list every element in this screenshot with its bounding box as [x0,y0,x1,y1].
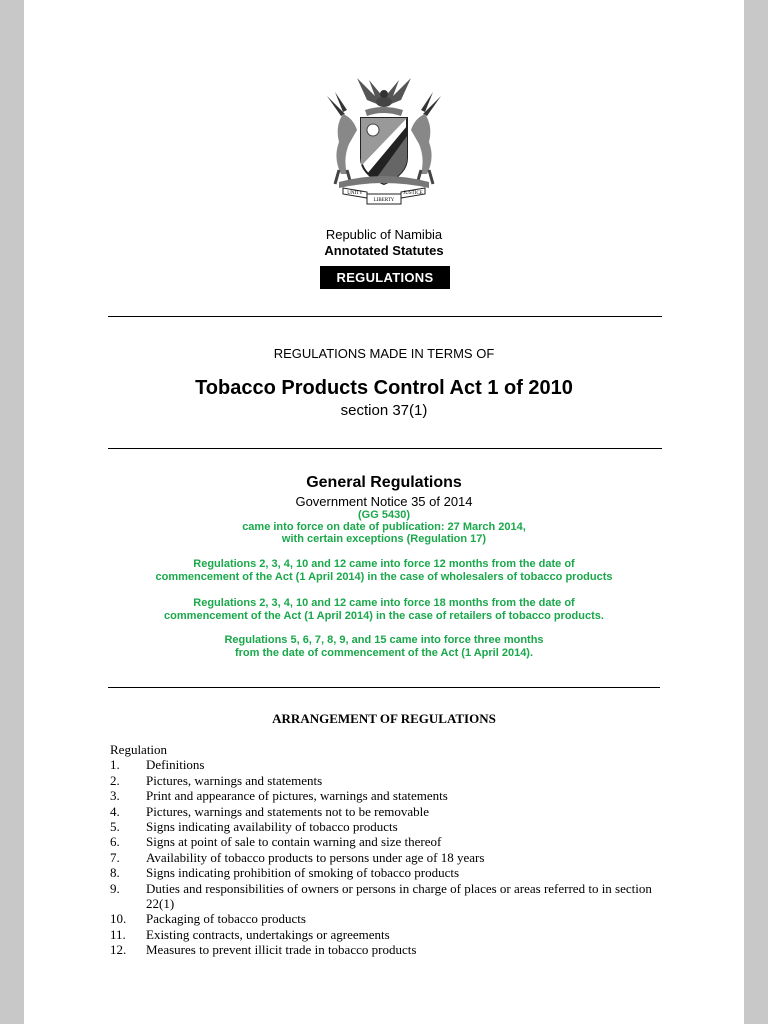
three-months-note: Regulations 5, 6, 7, 8, 9, and 15 came into force three months [224,634,544,646]
item-number: 4. [110,803,120,819]
general-regulations-title: General Regulations [306,474,462,491]
annotated-statutes-label: Annotated Statutes [324,243,444,258]
item-number: 1. [110,757,120,773]
item-number: 3. [110,788,120,804]
namibia-coat-of-arms-icon [317,70,451,210]
wholesalers-note: commencement of the Act (1 April 2014) in the case of wholesalers of tobacco products [155,571,613,583]
item-number: 2. [110,772,120,788]
list-item [110,819,670,834]
motto-unity: UNITY [347,191,363,196]
item-title: Duties and responsibilities of owners or persons in charge of places or areas referred to in section 22(1) [146,880,652,912]
item-title: Availability of tobacco products to persons under age of 18 years [146,849,485,865]
list-item [110,942,670,957]
item-number: 9. [110,880,120,896]
made-in-terms-label: REGULATIONS MADE IN TERMS OF [273,346,495,361]
list-item [110,773,670,788]
list-item [110,834,670,849]
wholesalers-note: Regulations 2, 3, 4, 10 and 12 came into force 12 months from the date of [193,558,575,570]
motto-justice: JUSTICE [403,191,423,196]
item-title: Measures to prevent illicit trade in tobacco products [146,942,417,958]
item-number: 12. [110,942,127,958]
gazette-reference: (GG 5430) [358,509,410,521]
list-item [110,804,670,819]
item-title: Signs at point of sale to contain warning and size thereof [146,834,442,850]
list-item [110,911,670,926]
item-number: 5. [110,819,120,835]
item-number: 8. [110,865,120,881]
government-notice: Government Notice 35 of 2014 [295,494,473,509]
arrangement-heading: ARRANGEMENT OF REGULATIONS [272,711,496,726]
item-title: Packaging of tobacco products [146,911,306,927]
item-title: Pictures, warnings and statements not to be removable [146,803,430,819]
regulation-list [110,742,670,958]
retailers-note: commencement of the Act (1 April 2014) in the case of retailers of tobacco products. [164,610,604,622]
commencement-note: with certain exceptions (Regulation 17) [281,533,487,545]
list-item [110,757,670,772]
regulation-column-label: Regulation [110,742,168,757]
divider [108,448,662,449]
document-page [24,0,744,1024]
item-title: Print and appearance of pictures, warnings and statements [146,788,448,804]
list-item [110,788,670,803]
item-title: Existing contracts, undertakings or agreements [146,926,390,942]
motto-liberty: LIBERTY [373,198,395,203]
retailers-note: Regulations 2, 3, 4, 10 and 12 came into force 18 months from the date of [193,597,575,609]
item-title: Pictures, warnings and statements [146,772,323,788]
item-title: Signs indicating prohibition of smoking of tobacco products [146,865,460,881]
item-number: 11. [110,926,126,942]
item-number: 10. [110,911,127,927]
item-title: Definitions [146,757,205,773]
three-months-note: from the date of commencement of the Act (1 April 2014). [234,647,534,659]
act-section: section 37(1) [340,402,428,419]
divider [108,316,662,317]
item-number: 6. [110,834,120,850]
regulations-badge: REGULATIONS [320,266,450,289]
republic-label: Republic of Namibia [325,227,443,242]
divider [108,687,660,688]
list-item [110,865,670,880]
act-title: Tobacco Products Control Act 1 of 2010 [195,377,573,399]
item-number: 7. [110,849,120,865]
list-item [110,927,670,942]
list-item [110,881,670,912]
list-item [110,850,670,865]
item-title: Signs indicating availability of tobacco products [146,819,398,835]
commencement-note: came into force on date of publication: 27 March 2014, [242,521,526,533]
